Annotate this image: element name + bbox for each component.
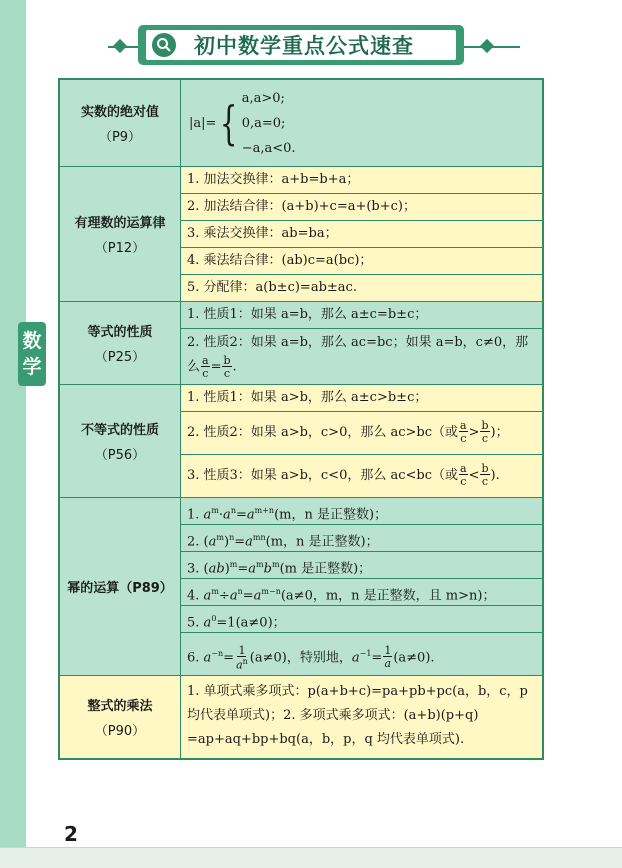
fraction: $\frac{a}{c}$ [202, 354, 209, 380]
list-item: 3. $(ab)^m=a^mb^m(m$ 是正整数)； [181, 551, 542, 578]
list-item-continued: 均代表单项式)；2. 多项式乘多项式：(a+b)(p+q) [187, 707, 479, 723]
page-title: 初中数学重点公式速查 [194, 33, 414, 58]
abs-lhs: |a|= [189, 115, 217, 131]
list-item: 5. $a^0=1(a\ne 0)$； [181, 605, 542, 632]
row-title: 整式的乘法 [87, 698, 153, 714]
list-item-continued: 么 $\frac{a}{c}$ = $\frac{b}{c}$ . [187, 354, 237, 380]
list-item: 2. 性质2：如果 a>b，c>0，那么 ac>bc（或 $\frac{a}{c}$ > $\frac{b}{c}$ )； [181, 411, 542, 454]
subject-tab-char-2: 学 [22, 356, 42, 378]
subject-tab-char-1: 数 [22, 330, 42, 352]
formula-table [58, 78, 544, 760]
brace-icon: { [220, 96, 238, 150]
list-item: 4. 乘法结合律：(ab)c=a(bc)； [181, 247, 542, 274]
title-diamond-right [480, 39, 494, 53]
row-label [60, 80, 181, 166]
left-color-band [0, 0, 26, 868]
row-page-ref: （P25） [94, 349, 146, 365]
row-title: 实数的绝对值 [80, 105, 159, 120]
search-icon [152, 33, 176, 57]
table-row [60, 80, 542, 166]
fraction: $\frac{b}{c}$ [223, 354, 231, 380]
list-item: 1. $a^m\cdot a^n=a^{m+n}(m$，n 是正整数)； [187, 505, 388, 522]
list-item: 4. $a^m\div a^n=a^{m-n}(a\ne 0$，m，n 是正整数，且 m>n)； [181, 578, 542, 605]
list-item: 2. $(a^m)^n=a^{mn}(m$，n 是正整数)； [181, 524, 542, 551]
list-item: 2. 加法结合律：(a+b)+c=a+(b+c)； [181, 193, 542, 220]
list-item: 5. 分配律：a(b±c)=ab±ac. [181, 274, 542, 301]
title-diamond-left [113, 39, 127, 53]
list-item: 6. $a^{-n}=$ $\frac{1}{a^n}$ (a≠0)，特别地，$a^{-1}=$ $\frac{1}{a}$ (a≠0). [181, 632, 542, 675]
row-page-ref: （P9） [98, 130, 142, 145]
list-item: 1. 性质1：如果 a>b，那么 a±c>b±c； [187, 389, 428, 405]
case-line: 0,a=0; [241, 115, 286, 131]
row-label [60, 676, 181, 758]
row-page-ref: （P90） [94, 723, 146, 739]
list-item: 2. 性质2：如果 a=b，那么 ac=bc；如果 a=b，c≠0，那 [187, 335, 529, 350]
page-bottom-strip [0, 848, 622, 868]
list-item: 3. 乘法交换律：ab=ba； [181, 220, 542, 247]
table-row [60, 166, 542, 301]
case-line: a,a>0; [241, 90, 285, 106]
table-row [60, 301, 542, 384]
list-item: 1. 加法交换律：a+b=b+a； [187, 172, 360, 187]
list-item: 3. 性质3：如果 a>b，c<0，那么 ac<bc（或 $\frac{a}{c}$ < $\frac{b}{c}$ ). [181, 454, 542, 497]
row-label [60, 302, 181, 384]
row-title: 幂的运算（P89） [67, 580, 173, 596]
table-row [60, 675, 542, 758]
case-line: −a,a<0. [241, 140, 296, 156]
row-label [60, 167, 181, 301]
page-number: 2 [64, 822, 78, 846]
list-item: 1. 性质1：如果 a=b，那么 a±c=b±c； [187, 307, 428, 322]
table-row [60, 384, 542, 497]
row-title: 等式的性质 [87, 324, 153, 340]
row-page-ref: （P56） [94, 447, 146, 463]
row-title: 不等式的性质 [80, 422, 159, 438]
row-label [60, 385, 181, 497]
row-page-ref: （P12） [94, 241, 146, 256]
list-item-continued: =ap+aq+bp+bq(a，b，p，q 均代表单项式). [187, 731, 465, 747]
title-banner [138, 25, 464, 65]
row-label [60, 498, 181, 675]
row-title: 有理数的运算律 [74, 216, 166, 231]
table-row [60, 497, 542, 675]
subject-tab [18, 322, 46, 386]
list-item: 1. 单项式乘多项式：p(a+b+c)=pa+pb+pc(a，b，c，p [187, 683, 528, 699]
